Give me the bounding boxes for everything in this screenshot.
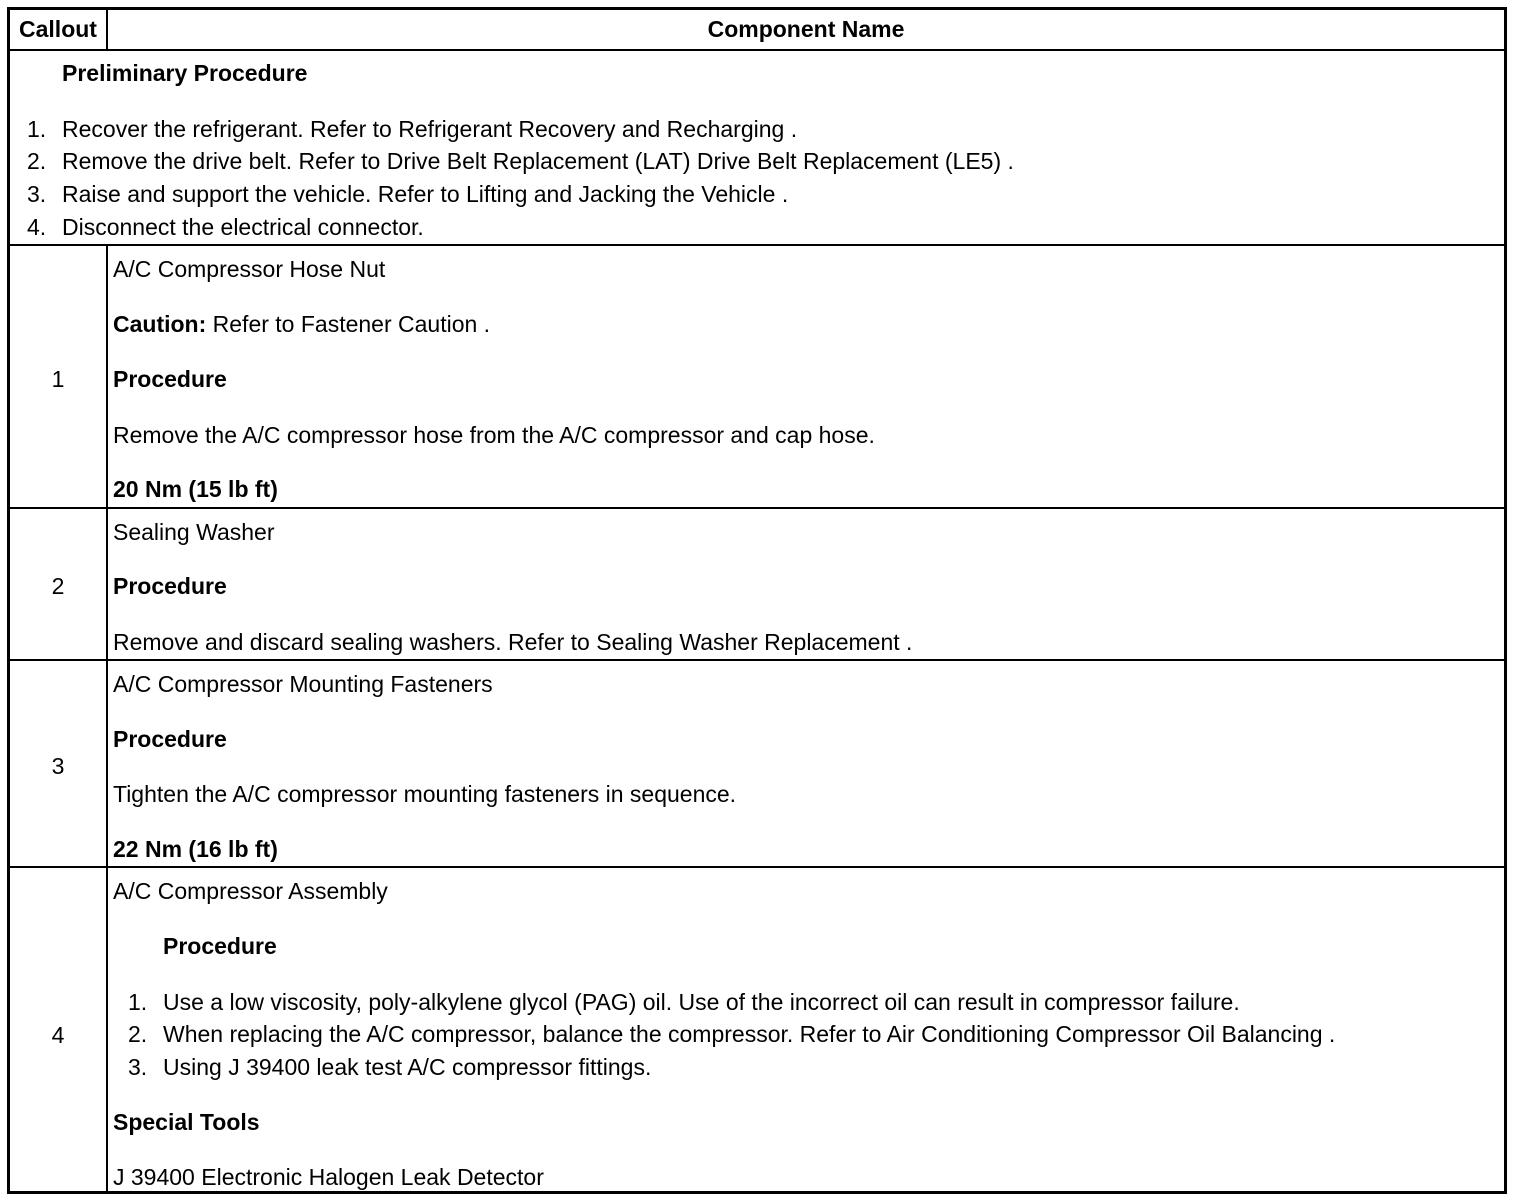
torque-spec: 22 Nm (16 lb ft) [113,836,278,862]
special-tools-text: J 39400 Electronic Halogen Leak Detector [113,1164,544,1190]
component-table [7,7,1507,1194]
callout-number: 3 [51,753,65,779]
procedure-step: Use a low viscosity, poly-alkylene glycol (PAG) oil. Use of the incorrect oil can result in compressor failure. [163,989,1240,1015]
preliminary-heading: Preliminary Procedure [62,60,308,86]
header-divider [10,49,1504,51]
column-divider [106,244,108,1191]
caution-note [113,313,490,336]
procedure-label: Procedure [163,933,277,959]
component-column-header: Component Name [707,16,905,42]
caution-text: Refer to Fastener Caution . [206,311,491,337]
procedure-label: Procedure [113,366,227,392]
caution-label: Caution: [113,311,207,337]
callout-column-header: Callout [19,16,97,42]
step-number: 2. [27,148,47,174]
component-name: A/C Compressor Mounting Fasteners [113,671,493,697]
procedure-step: Using J 39400 leak test A/C compressor fittings. [163,1054,652,1080]
procedure-label: Procedure [113,573,227,599]
preliminary-step: Remove the drive belt. Refer to Drive Belt Replacement (LAT) Drive Belt Replacement (LE5) . [62,148,1014,174]
step-number: 3. [27,181,47,207]
row-divider [10,507,1504,509]
component-name: A/C Compressor Hose Nut [113,256,386,282]
preliminary-step: Recover the refrigerant. Refer to Refrigerant Recovery and Recharging . [62,116,798,142]
procedure-text: Remove and discard sealing washers. Refer to Sealing Washer Replacement . [113,629,913,655]
step-number: 1. [128,989,148,1015]
step-number: 2. [128,1021,148,1047]
procedure-step: When replacing the A/C compressor, balance the compressor. Refer to Air Conditioning Compressor Oil Balancing . [163,1021,1336,1047]
step-number: 4. [27,214,47,240]
callout-number: 1 [51,366,65,392]
callout-number: 4 [51,1022,65,1048]
procedure-label: Procedure [113,726,227,752]
step-number: 1. [27,116,47,142]
procedure-text: Remove the A/C compressor hose from the A/C compressor and cap hose. [113,422,875,448]
step-number: 3. [128,1054,148,1080]
callout-number: 2 [51,573,65,599]
row-divider [10,866,1504,868]
procedure-text: Tighten the A/C compressor mounting fasteners in sequence. [113,781,737,807]
preliminary-step: Raise and support the vehicle. Refer to Lifting and Jacking the Vehicle . [62,181,789,207]
component-name: Sealing Washer [113,519,275,545]
row-divider [10,244,1504,246]
special-tools-label: Special Tools [113,1109,260,1135]
preliminary-step: Disconnect the electrical connector. [62,214,424,240]
component-name: A/C Compressor Assembly [113,878,388,904]
row-divider [10,659,1504,661]
torque-spec: 20 Nm (15 lb ft) [113,476,278,502]
